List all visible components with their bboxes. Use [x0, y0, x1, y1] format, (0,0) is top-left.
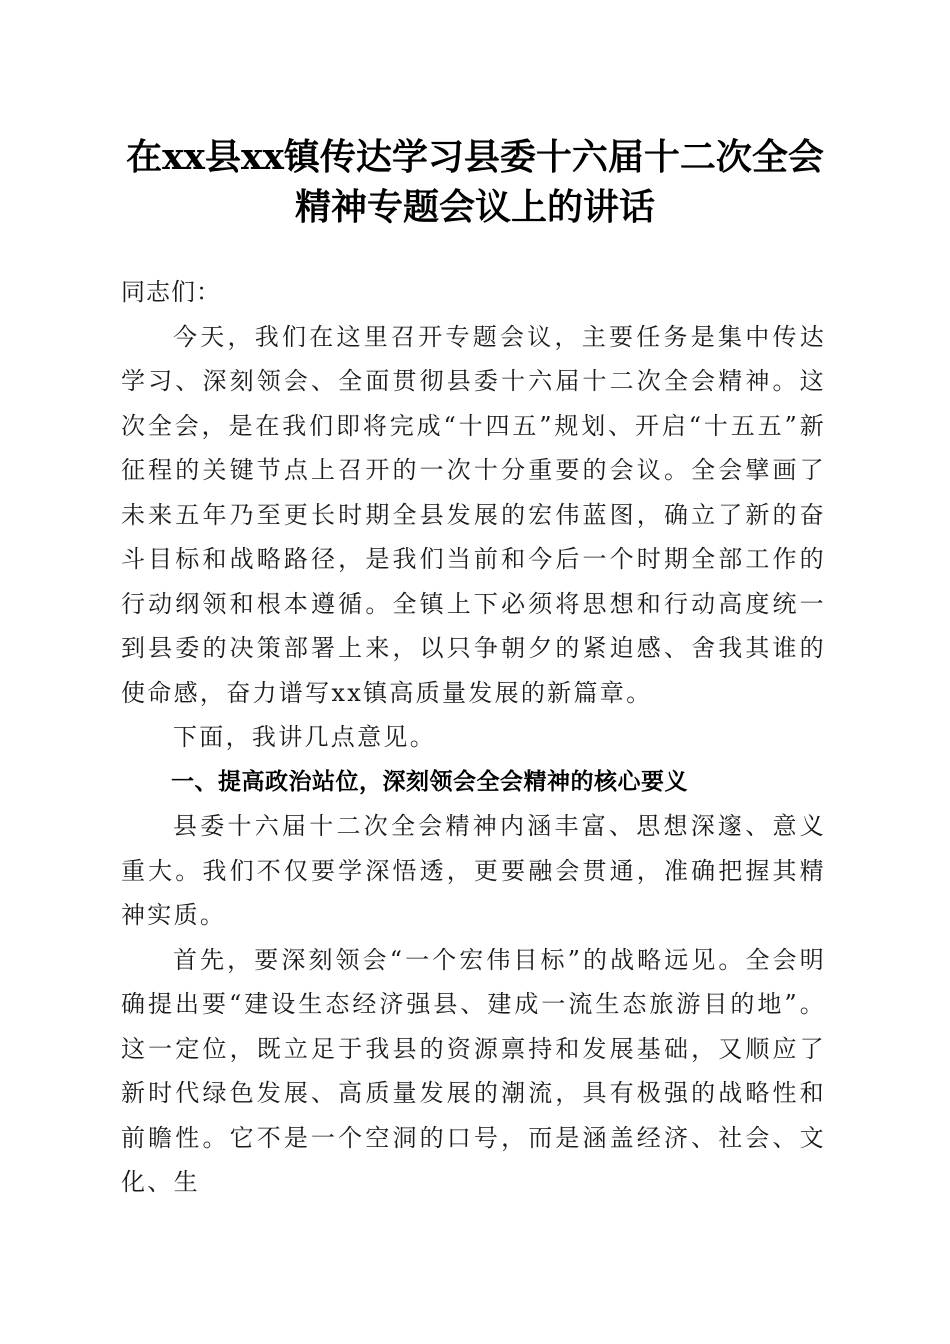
paragraph-4: 首先，要深刻领会“一个宏伟目标”的战略远见。全会明确提出要“建设生态经济强县、建成一流生态旅游目的地”。这一定位，既立足于我县的资源禀持和发展基础，又顺应了新时代绿色发展、高质量发展的潮流，具有极强的战略性和前瞻性。它不是一个空洞的口号，而是涵盖经济、社会、文化、生: [121, 945, 826, 1196]
document-title-line2: 精神专题会议上的讲话: [294, 186, 655, 228]
document-body: [121, 270, 826, 1205]
document-title-line1: 在xx县xx镇传达学习县委十六届十二次全会: [126, 136, 824, 178]
salutation: 同志们：: [121, 278, 221, 306]
section-heading-1: 一、提高政治站位，深刻领会全会精神的核心要义: [171, 768, 688, 795]
paragraph-2: 下面，我讲几点意见。: [173, 723, 436, 751]
paragraph-1: 今天，我们在这里召开专题会议，主要任务是集中传达学习、深刻领会、全面贯彻县委十六届十二次全会精神。这次全会，是在我们即将完成“十四五”规划、开启“十五五”新征程的关键节点上召开的一次十分重要的会议。全会擘画了未来五年乃至更长时期全县发展的宏伟蓝图，确立了新的奋斗目标和战略路径，是我们当前和今后一个时期全部工作的行动纲领和根本遵循。全镇上下必须将思想和行动高度统一到县委的决策部署上来，以只争朝夕的紧迫感、舍我其谁的使命感，奋力谱写xx镇高质量发展的新篇章。: [121, 322, 826, 707]
paragraph-3: 县委十六届十二次全会精神内涵丰富、思想深邃、意义重大。我们不仅要学深悟透，更要融会贯通，准确把握其精神实质。: [121, 812, 826, 929]
